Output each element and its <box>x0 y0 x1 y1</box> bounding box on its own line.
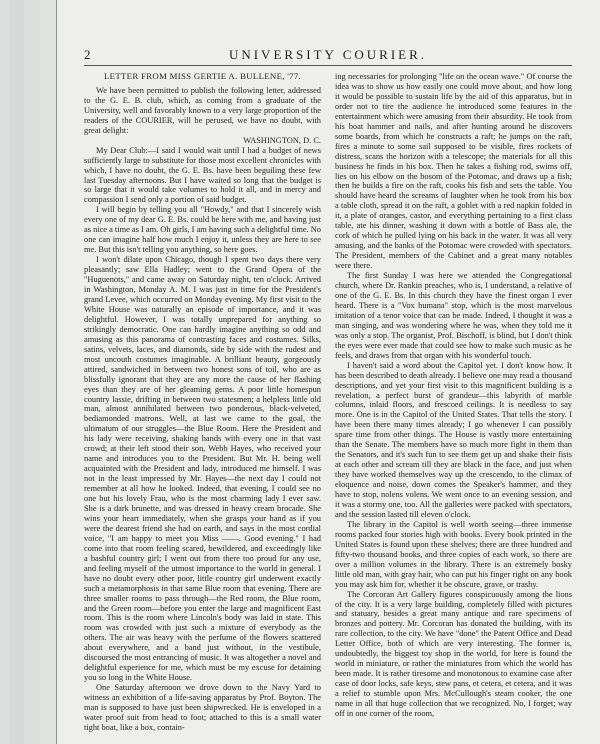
paragraph: My Dear Club:—I said I would wait until I had a budget of news sufficiently large to substitute for those most excellent chronicles with which, I have no doubt, the G. E. Bs. have been beguiling these few last Tuesday afternoons. But I have waited so long that the budget is so large that it would take volumes to hold it all, and in mercy and compassion I send only a portion of said budget. <box>84 145 321 205</box>
page-edge <box>40 0 57 744</box>
running-head: UNIVERSITY COURIER. <box>228 47 428 62</box>
paragraph: I will begin by telling you all "Howdy," and that I sincerely wish every one of my dear G. E. Bs. could be here with me, and having just as nice a time as I am. Oh girls, I am having such a delightful time. No one can imagine half how much I enjoy it, unless they are here to see me. But this isn't telling you anything, so here goes. <box>84 205 321 255</box>
article-title: LETTER FROM MISS GERTIE A. BULLENE, '77. <box>103 71 302 81</box>
right-column <box>335 72 572 719</box>
page-number: 2 <box>84 47 91 62</box>
paragraph: One Saturday afternoon we drove down to the Navy Yard to witness an exhibition of a life-saving apparatus by Prof. Boyton. The man is supposed to have just been shipwrecked. He is enveloped in a water proof suit from head to foot; attached to this is a small water tight boat, like a box, contain- <box>84 683 321 732</box>
header-rule <box>84 65 572 66</box>
paragraph: The library in the Capitol is well worth seeing—three immense rooms packed four stories high with books. Every book printed in the United States is found upon these shelves; there are three hundred and fifty-two thousand books, and three copies of each work, so there are over a million volumes in the library. There is an extremely bosky little old man, with gray hair, who can put his finger right on any book you may ask him for, whether it be obscure, grave, or trashy. <box>335 519 572 589</box>
page-edge <box>24 0 41 744</box>
article-intro: We have been permitted to publish the following letter, addressed to the G. E. B. club, which, as coming from a graduate of the University, well and favorably known to a very large proportion of the readers of the COURIER, will be perused, we have no doubt, with great delight: <box>84 85 321 135</box>
page-header <box>84 47 572 63</box>
paragraph: The first Sunday I was here we attended the Congregational church, where Dr. Rankin preaches, who is, I understand, a relative of one of the G. E. Bs. In this church they have the finest organ I ever heard. There is a "Vox humana" stop, which is the most marvelous imitation of a tenor voice that can be made. Indeed, I thought it was a man singing, and was wondering where he was, when they told me it was only a stop. The organist, Prof. Bischoff, is blind, but I don't think the eyes were ever made that could see how to make such music as he feels, and draws from that organ with his wonderful touch. <box>335 271 572 360</box>
paragraph: ing necessaries for prolonging "life on the ocean wave." Of course the idea was to show us how easily one could move about, and how long it would be possible to sustain life by the aid of this apparatus, but in order not to tire the audience he introduced some features in the entertainment which were amusing from their absurdity. He took from his boat hammer and nails, and after hunting around he discovers some boards, from which he constructs a raft; he jumps on the raft, fires a minute to some sail supposed to be visible, fires rockets of distress, scans the horizon with a telescope; the materials for all this business he finds in his box. Then he takes a fishing rod, swims off, lies on his elbow on the bosom of the Potomac, and draws up a fish; then he builds a fire on the raft, cooks his fish and sets the table. You should have heard the screams of laughter when he took from his box a table cloth, spread it on the raft, a goblet with a red napkin folded in it, a plate of oranges, castor, and everything pertaining to a first class table, ate his dinner, washing it down with a bottle of Bass ale, the cork of which he pulled lying on his back in the water. It was all very amusing, and the banks of the Potomac were crowded with spectators. The President, members of the Cabinet and a great many notables were there. <box>335 72 572 271</box>
left-column <box>84 72 321 733</box>
dateline: WASHINGTON, D. C. <box>243 135 321 145</box>
page-edge <box>10 0 25 744</box>
paragraph: I haven't said a word about the Capitol yet. I don't know how. It has been described to death already. I believe one may read a thousand descriptions, and yet your first visit to this magnificent building is a revelation, a perfect burst of grandeur—this labyrith of marble columns, inlaid floors, and frescoed ceilings. It is needless to say more. One is in the Capitol of the United States. That tells the story. I have been there many times already; I go whenever I can possibly spare time from other things. The House is vastly more entertaining than the Senate. The members have so much more fight in them than the Senators, and it's such fun to see them get up and shake their fists at each other and scream till they are black in the face, and just when they have worked themselves way up the crescendo, to the climax of eloquence and noise, down comes the Speaker's hammer, and they have to stop, nolens volens. We went once to an evening session, and it was a stormy one, too. All the galleries were packed with spectators, and the session lasted till eleven o'clock. <box>335 360 572 519</box>
paragraph: The Corcoran Art Gallery figures conspicuously among the lions of the city. It is a very large building, completely filled with pictures and statuary, besides a great many antique and rare specimens of bronzes and pottery. Mr. Corcoran has donated the building, with its rare collection, to the city. We have "done" the Patent Office and Dead Letter Office, both of which are very interesting. The former is, undoubtedly, the biggest toy shop in the world, for here is found the world in miniature, or rather the miniatures from which the world has been made. It is rather tiresome and monotonous to examine case after case of door locks, safe keys, stew pans, et cetera, et cetera, and it was a relief to stumble upon Mrs. McCullough's steam cooker, the one name in all that huge collection that we recognized. No, I forget; way off in one corner of the room, <box>335 589 572 718</box>
paragraph: I won't dilate upon Chicago, though I spent two days there very pleasantly; saw Ella Hadley; went to the Grand Opera of the "Huguenots," and came away on Saturday night, ten o'clock. Arrived in Washington, Monday A. M. I was just in time for the President's grand Levee, which occurred on Monday evening. My first visit to the White House was naturally an episode of importance, and it was delightful. However, I was totally unprepared for anything so strikingly democratic. One can hardly imagine anything so odd and amusing as this panorama of contrasting faces and costumes. Silks, satins, velvets, laces, and diamonds, side by side with the rudest and most uncouth costumes imaginable. A brilliant beauty, gorgeously attired, sandwiched in between two honest sons of toil, who are as blissfully ignorant that they are any more the cause of her flashing eyes than they are of her gleaming gems. A poor little homespun country lassie, drifting in between two statesmen; a helpless little old man, almost annihilated between two ponderous, black-velveted, bediamonded matrons. Well, at last we came to the goal, the ultimatum of our struggles—the Blue Room. Here the President and his lady were receiving, shaking hands with every one in that vast crowd; at their left stood their son, Webb Hayes, who received your name and introduces you to the President. But Mr. H. being well acquainted with the President and lady, introduced me himself. I was not in the least impressed by Mr. Hayes—the next day I could not remember at all how he looked. Indeed, that evening, I could see no one but his lovely Frau, who is the most charming lady I ever saw. She is a dark brunette, and was dressed in heavy cream brocade. She wins your heart immediately, when she grasps your hand as if you were the dearest friend she had on earth, and says in the most cordial voice, "I am happy to meet you Miss ——. Good evening." I had come into that room feeling scared, bewildered, and exceedingly like a bashful country girl; I went out from there too proud for any use, and feeling myself of the utmost importance to the world in general. I have no doubt every other poor, little country girl underwent exactly such a metamorphosis in that same Blue room that evening. There are three smaller rooms to pass through—the Red room, the Blue room, and the Green room—before you enter the large and magnificent East room. This is the room where Lincoln's body was laid in state. This room was crowded with just such a mixture of everybody as the others. The air was heavy with the perfume of the flowers scattered about everywhere, and a band just without, in the vestibule, discoursed the most entrancing of music. It was altogether a novel and delightful experience for me, which must be my excuse for detaining you so long in the White House. <box>84 255 321 683</box>
